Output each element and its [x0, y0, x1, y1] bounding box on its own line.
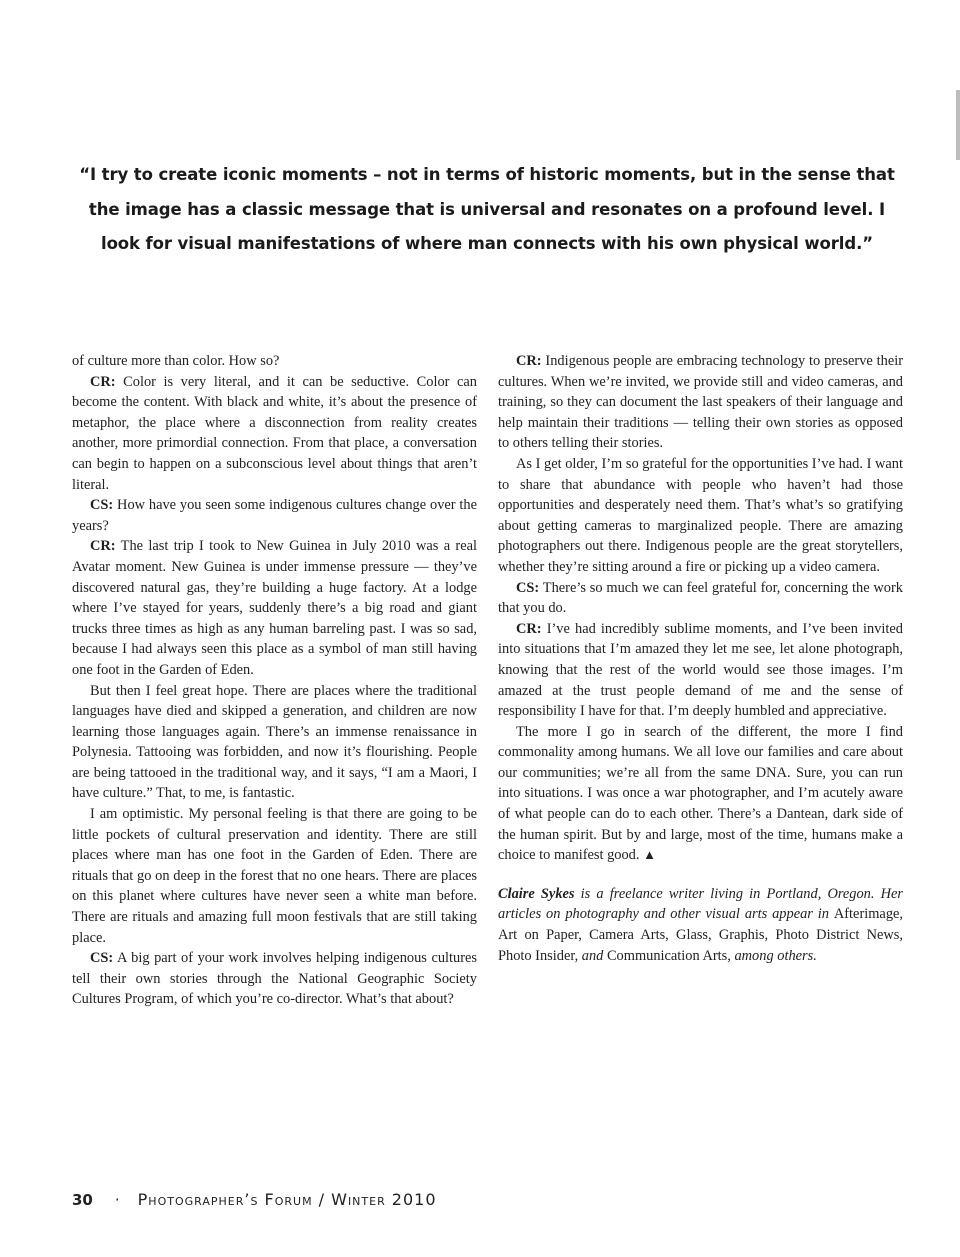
right-column-paragraphs	[498, 351, 903, 866]
left-paragraph	[72, 681, 477, 805]
right-column	[498, 351, 903, 966]
end-mark-icon: ▲	[643, 847, 656, 863]
speaker-label: CR:	[90, 373, 116, 390]
footer-magazine-title: Photographer’s Forum / Winter 2010	[137, 1190, 437, 1209]
paragraph-text: I’ve had incredibly sublime moments, and I’ve been invited into situations that I’m amazed they let me see, let alone photograph, knowing that the rest of the world would see those images. I’m amazed at the trust people demand of me and the sense of responsibility I have for that. I’m deeply humbled and appreciative.	[498, 620, 903, 720]
right-paragraph	[498, 619, 903, 722]
left-paragraph	[72, 804, 477, 948]
paragraph-text: As I get older, I’m so grateful for the opportunities I’ve had. I want to share that abundance with people who haven’t had those opportunities and desperately need them. That’s what’s so gratifying about getting cameras to marginalized people. There are amazing photographers out there. Indigenous people are the great storytellers, whether they’re sitting around a fire or picking up a video camera.	[498, 455, 903, 575]
speaker-label: CS:	[90, 497, 114, 514]
speaker-label: CS:	[516, 579, 540, 596]
left-column	[72, 351, 477, 1010]
left-paragraph	[72, 495, 477, 536]
paragraph-text: A big part of your work involves helping indigenous cultures tell their own stories through the National Geographic Society Cultures Program, of which you’re co-director. What’s that about?	[72, 950, 477, 1008]
page-number: 30	[72, 1191, 93, 1209]
right-paragraph	[498, 454, 903, 578]
paragraph-text: But then I feel great hope. There are places where the traditional languages have died and skipped a generation, and children are now learning those languages again. There’s an immense renaissance in Polynesia. Tattooing was forbidden, and now it’s flourishing. People are being tattooed in the traditional way, and it says, “I am a Maori, I have culture.” That, to me, is fantastic.	[72, 682, 477, 802]
right-paragraph	[498, 578, 903, 619]
speaker-label: CR:	[516, 620, 542, 637]
bio-text-1: is a freelance writer living in Portland, Oregon. Her articles on photography and other visual arts appear in	[498, 885, 904, 923]
paragraph-text: Indigenous people are embracing technology to preserve their cultures. When we’re invited, we provide still and video cameras, and training, so they can document the last speakers of their language and help maintain their traditions — telling their own stories as opposed to others telling their stories.	[498, 353, 903, 452]
left-paragraph	[72, 351, 477, 372]
paragraph-text: The more I go in search of the different, the more I find commonality among humans. We all love our families and care about our communities; we’re all from the same DNA. Sure, you can run into situations. I was once a war photographer, and I’m acutely aware of what people can do to each other. There’s a Dantean, dark side of the human spirit. But by and large, most of the time, humans make a choice to manifest good.	[498, 723, 903, 864]
paragraph-text: I am optimistic. My personal feeling is that there are going to be little pockets of cultural preservation and identity. There are still places where man has one foot in the Garden of Eden. There are rituals that go on deep in the forest that no one hears. There are places on this planet where cultures have never seen a white man before. There are rituals and amazing full moon festivals that are still taking place.	[72, 806, 477, 946]
paragraph-text: There’s so much we can feel grateful for, concerning the work that you do.	[498, 579, 903, 617]
right-paragraph	[498, 351, 903, 454]
paragraph-text: Color is very literal, and it can be seductive. Color can become the content. With black and white, it’s about the presence of metaphor, the place where a disconnection from reality creates another, more primordial connection. From that place, a conversation can begin to happen on a subconscious level about things that aren’t literal.	[72, 373, 477, 493]
paragraph-text: of culture more than color. How so?	[72, 353, 280, 369]
bio-publications: Afterimage, Art on Paper, Camera Arts, Glass, Graphis, Photo District News, Photo Insider,	[498, 906, 903, 964]
speaker-label: CR:	[90, 538, 116, 555]
footer-separator: ·	[114, 1191, 120, 1209]
left-paragraph	[72, 536, 477, 680]
bio-text-3: among others.	[730, 947, 817, 964]
paragraph-text: How have you seen some indigenous cultures change over the years?	[72, 497, 477, 534]
left-paragraph	[72, 948, 477, 1010]
pull-quote: “I try to create iconic moments – not in terms of historic moments, but in the sense that the image has a classic message that is universal and resonates on a profound level. I look for visual manifestations of where man connects with his own physical world.”	[79, 165, 895, 253]
paragraph-text: The last trip I took to New Guinea in July 2010 was a real Avatar moment. New Guinea is under immense pressure — they’ve discovered natural gas, they’re building a huge factory. At a lodge where I’ve stayed for years, suddenly there’s a big road and giant trucks three times as high as any human barreling past. I was so sad, because I had always seen this place as a symbol of man still having one foot in the Garden of Eden.	[72, 538, 477, 678]
bio-text-2: and	[578, 947, 607, 964]
author-bio	[498, 884, 903, 966]
right-paragraph	[498, 722, 903, 866]
bio-last-publication: Communication Arts,	[606, 947, 731, 964]
bio-author-name: Claire Sykes	[498, 885, 575, 902]
page-footer	[72, 1190, 437, 1209]
page-edge-mark	[956, 90, 960, 160]
speaker-label: CS:	[90, 950, 114, 967]
speaker-label: CR:	[516, 353, 542, 369]
left-paragraph	[72, 372, 477, 496]
